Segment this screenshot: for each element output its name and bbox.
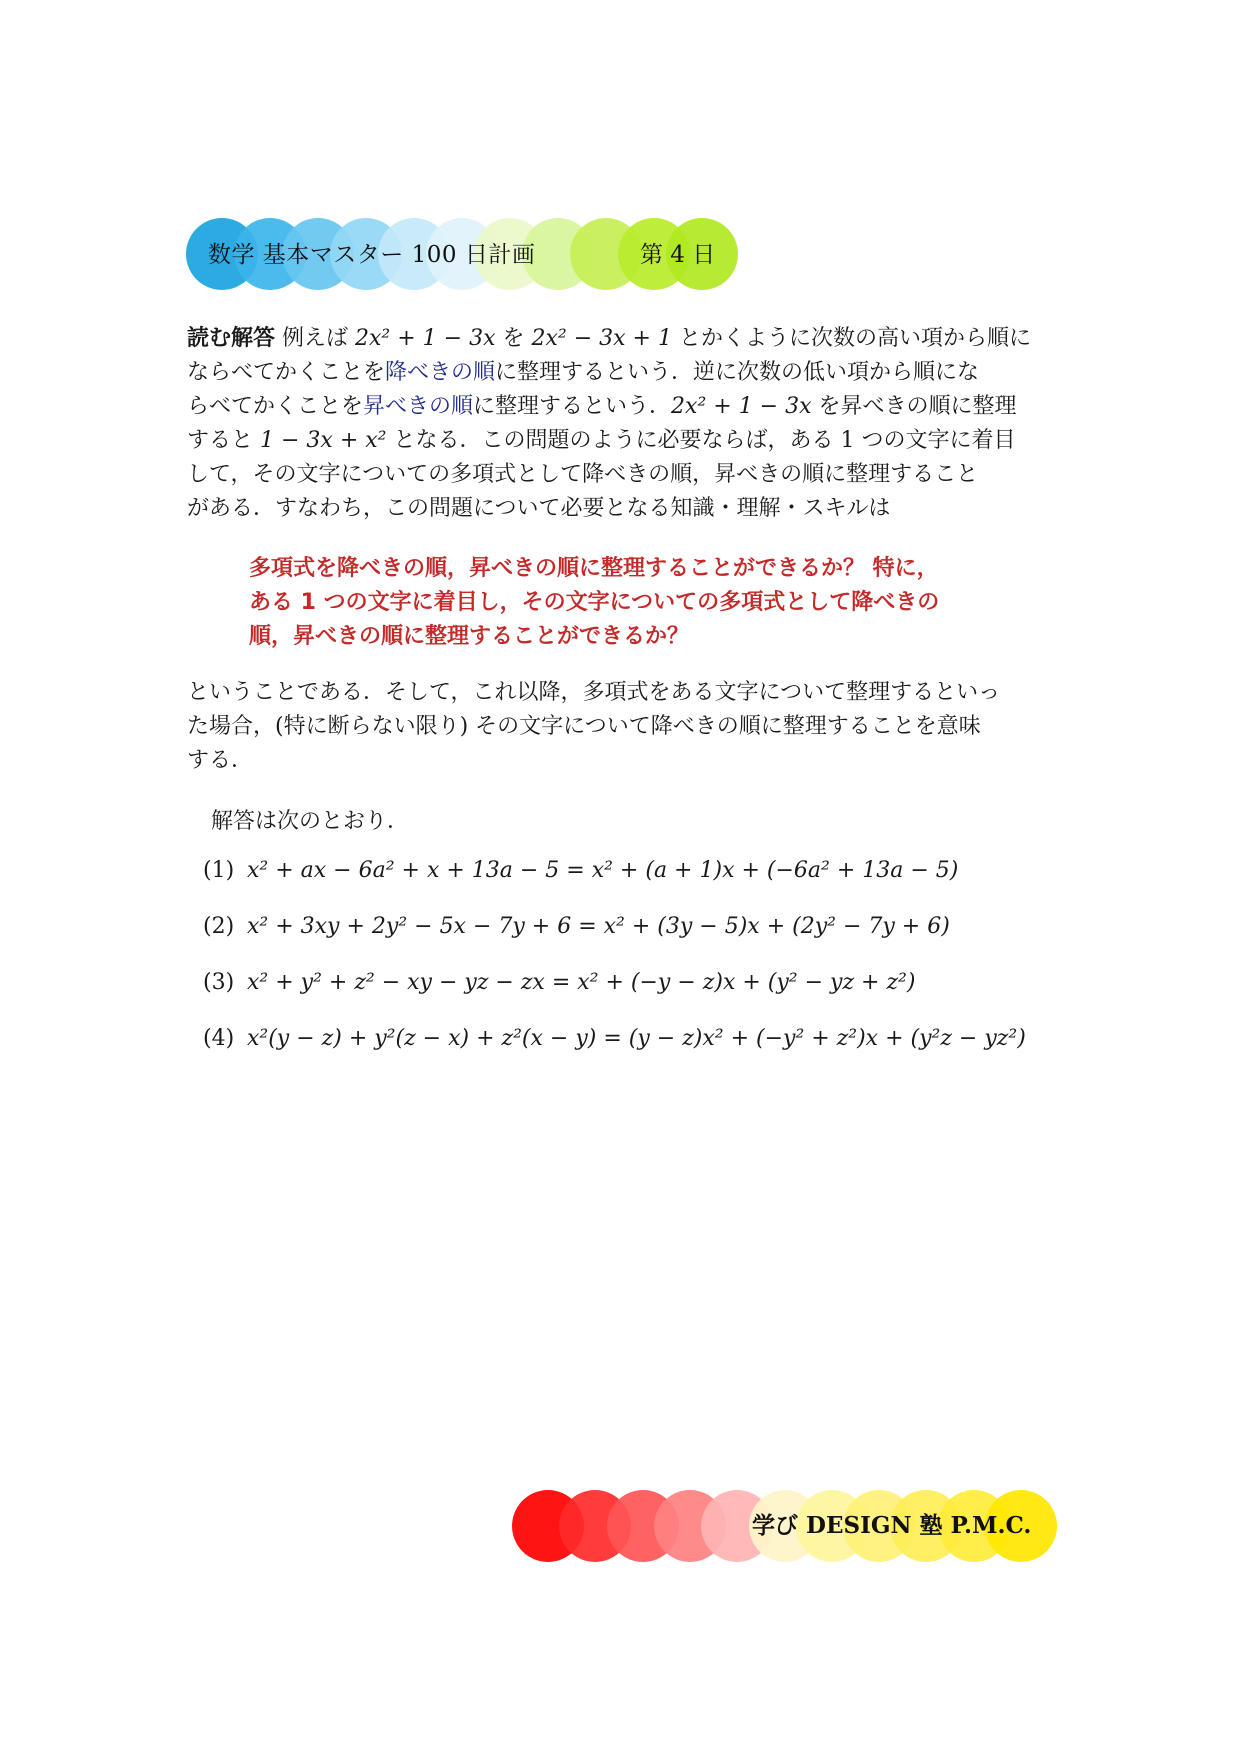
closing-line-3: する． xyxy=(187,748,254,773)
reading-line-1 xyxy=(187,322,1057,356)
closing-line-2: た場合，(特に断らない限り) その文字について降べきの順に整理することを意味 xyxy=(187,714,981,739)
answer-equation: x² + y² + z² − xy − yz − zx = x² + (−y − z)x + (y² − yz + z²) xyxy=(247,970,916,995)
text: すると xyxy=(187,428,260,453)
text: に整理するという． xyxy=(473,394,672,419)
answer-number: (3) xyxy=(203,970,235,995)
brand-label: 学び DESIGN 塾 P.M.C. xyxy=(752,1512,1032,1539)
reading-line-5 xyxy=(187,458,1057,492)
answer-number: (4) xyxy=(203,1026,235,1051)
term-descending: 降べきの順 xyxy=(385,360,496,385)
reading-line-2 xyxy=(187,356,1057,390)
reading-line-3 xyxy=(187,390,1057,424)
term-ascending: 昇べきの順 xyxy=(363,394,474,419)
highlight-line-2: ある 1 つの文字に着目し，その文字についての多項式として降べきの xyxy=(249,590,940,615)
text: を xyxy=(495,326,532,351)
reading-line-6 xyxy=(187,492,1057,526)
text: とかくように次数の高い項から順に xyxy=(671,326,1031,351)
answer-item-3 xyxy=(203,970,1083,1026)
page-title: 数学 基本マスター 100 日計画 xyxy=(208,242,536,268)
answer-list xyxy=(203,858,1083,1082)
text: がある．すなわち，この問題について必要となる知識・理解・スキルは xyxy=(187,496,891,521)
text: を昇べきの順に整理 xyxy=(811,394,1017,419)
answer-number: (1) xyxy=(203,858,235,883)
closing-line-1: ということである．そして，これ以降，多項式をある文字について整理するといっ xyxy=(187,680,1001,705)
day-label: 第 4 日 xyxy=(640,242,716,268)
answer-item-2 xyxy=(203,914,1083,970)
answer-equation: x² + ax − 6a² + x + 13a − 5 = x² + (a + 1)x + (−6a² + 13a − 5) xyxy=(247,858,959,883)
reading-line-4 xyxy=(187,424,1057,458)
closing-paragraph xyxy=(187,676,1057,778)
text: して，その文字についての多項式として降べきの順，昇べきの順に整理すること xyxy=(187,462,979,487)
text: 例えば xyxy=(282,326,356,351)
highlight-line-1: 多項式を降べきの順，昇べきの順に整理することができるか？ 特に， xyxy=(249,556,939,581)
text: に整理するという．逆に次数の低い項から順にな xyxy=(495,360,980,385)
answer-equation: x²(y − z) + y²(z − x) + z²(x − y) = (y − z)x² + (−y² + z²)x + (y²z − yz²) xyxy=(247,1026,1026,1051)
answer-equation: x² + 3xy + 2y² − 5x − 7y + 6 = x² + (3y − 5)x + (2y² − 7y + 6) xyxy=(247,914,950,939)
text: となる．この問題のように必要ならば，ある 1 つの文字に着目 xyxy=(386,428,1016,453)
skill-highlight xyxy=(249,552,1029,654)
text: らべてかくことを xyxy=(187,394,364,419)
math: 2x² − 3x + 1 xyxy=(531,326,672,351)
math: 2x² + 1 − 3x xyxy=(671,394,812,419)
highlight-line-3: 順，昇べきの順に整理することができるか？ xyxy=(249,624,690,649)
math: 2x² + 1 − 3x xyxy=(355,326,496,351)
answer-intro: 解答は次のとおり． xyxy=(211,809,410,834)
reading-paragraph xyxy=(187,322,1057,526)
answer-item-4 xyxy=(203,1026,1083,1082)
answer-item-1 xyxy=(203,858,1083,914)
text: ならべてかくことを xyxy=(187,360,386,385)
math: 1 − 3x + x² xyxy=(260,428,387,453)
answer-number: (2) xyxy=(203,914,235,939)
reading-lead: 読む解答 xyxy=(187,326,276,351)
